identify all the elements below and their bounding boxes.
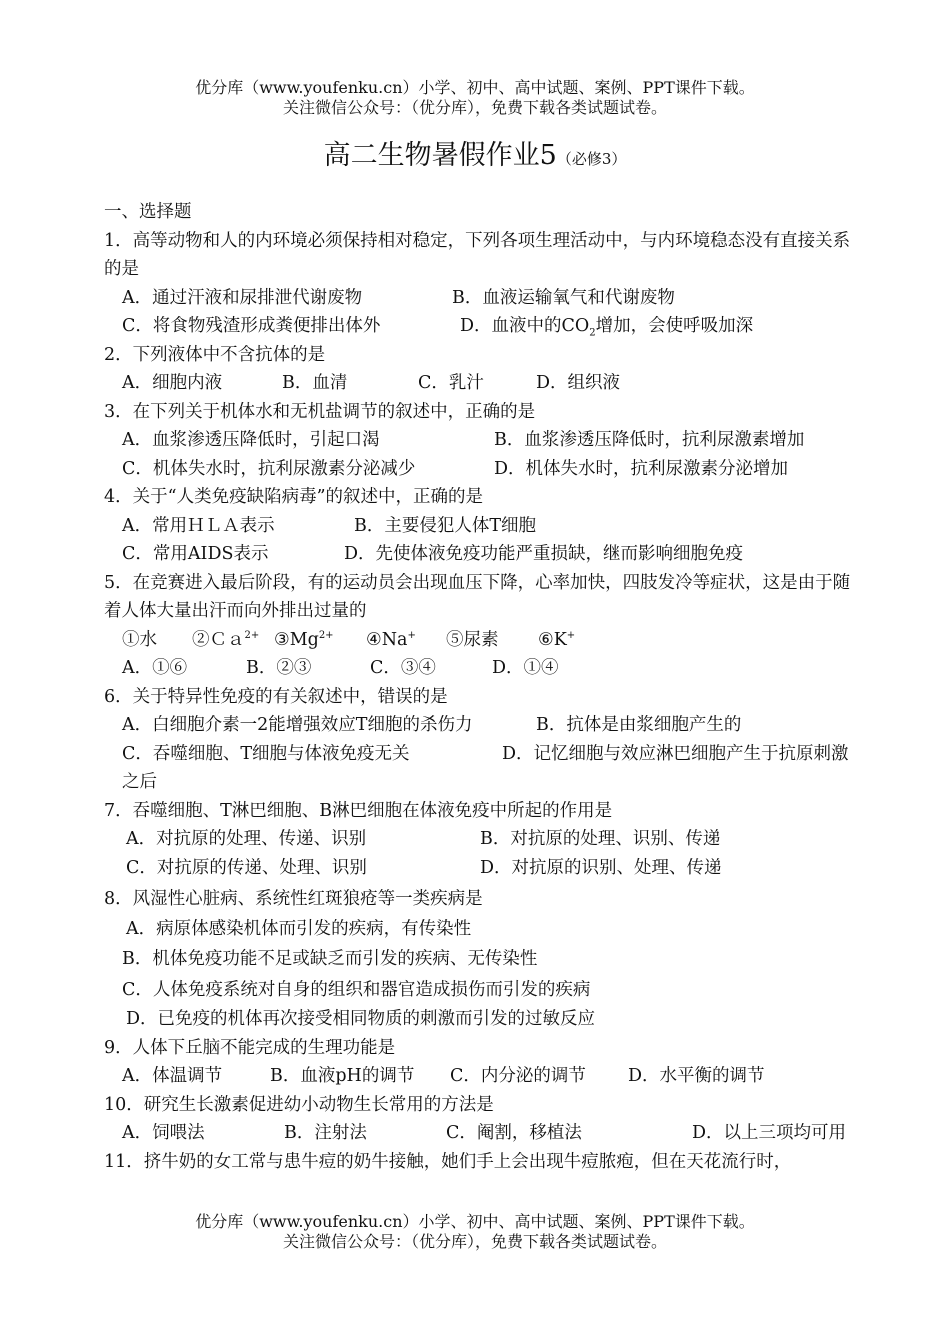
question-5-options: [104, 654, 856, 683]
item-5: ⑤尿素: [446, 629, 499, 650]
question-10-stem: 10．研究生长激素促进幼小动物生长常用的方法是: [104, 1094, 494, 1115]
item-4-charge: +: [407, 629, 416, 641]
option-b: B．血浆渗透压降低时，抗利尿激素增加: [494, 430, 805, 450]
item-2-text: ②Ｃａ: [192, 629, 245, 650]
option-a: A．饲喂法: [122, 1123, 205, 1143]
question-7-stem: 7．吞噬细胞、T淋巴细胞、B淋巴细胞在体液免疫中所起的作用是: [104, 800, 613, 821]
option-d: D．对抗原的识别、处理、传递: [480, 857, 722, 878]
option-c: C．乳汁: [418, 373, 484, 393]
option-d: D．以上三项均可用: [692, 1123, 847, 1143]
section-heading: 一、选择题: [104, 202, 192, 222]
title-sub: （必修3）: [556, 150, 627, 168]
item-3-text: ③Mg: [274, 629, 319, 650]
option-b: B．②③: [246, 658, 312, 678]
question-10-options: [104, 1119, 856, 1148]
question-3-options-row-2: [104, 455, 856, 484]
option-a: A．细胞内液: [122, 373, 223, 393]
question-5-stem: 5．在竞赛进入最后阶段，有的运动员会出现血压下降，心率加快，四肢发冷等症状，这是由于随着人体大量出汗而向外排出过量的: [104, 572, 851, 621]
option-d-text: D．血液中的CO: [460, 316, 590, 336]
option-b: B．血液运输氧气和代谢废物: [452, 287, 675, 308]
option-d: D．组织液: [536, 373, 621, 393]
question-list: [104, 198, 856, 1176]
option-d: D．①④: [492, 658, 559, 678]
option-c: C．③④: [370, 658, 436, 678]
option-b: B．血液pH的调节: [270, 1066, 415, 1086]
option-c: C．阉割，移植法: [446, 1123, 582, 1143]
question-6-stem: 6．关于特异性免疫的有关叙述中，错误的是: [104, 686, 448, 707]
header-line-2: 关注微信公众号：（优分库），免费下载各类试题试卷。: [282, 98, 667, 117]
question-2-options: [104, 369, 856, 398]
item-6: [538, 626, 575, 655]
option-c: C．将食物残渣形成粪便排出体外: [122, 316, 381, 336]
question-4-options-row-1: [104, 512, 856, 541]
option-a: A．白细胞介素一2能增强效应T细胞的杀伤力: [122, 715, 473, 735]
option-d: D．水平衡的调节: [628, 1066, 765, 1086]
question-7-options-row-1: [104, 825, 856, 854]
option-a: A．通过汗液和尿排泄代谢废物: [122, 287, 363, 308]
option-c: C．吞噬细胞、T细胞与体液免疫无关: [122, 743, 410, 764]
question-6-options-row-2: [104, 740, 856, 797]
option-d: D．先使体液免疫功能严重损缺，继而影响细胞免疫: [344, 544, 744, 564]
item-2-charge: 2+: [244, 629, 260, 641]
title-main: 高二生物暑假作业5: [323, 140, 557, 171]
item-2: [192, 626, 274, 655]
footer-line-2: 关注微信公众号：（优分库），免费下载各类试题试卷。: [282, 1232, 667, 1251]
option-a: A．血浆渗透压降低时，引起口渴: [122, 430, 380, 450]
question-8-option-b: B．机体免疫功能不足或缺乏而引发的疾病、无传染性: [122, 949, 538, 969]
item-1: ①水: [122, 629, 157, 650]
question-1-options-row-2: [104, 312, 856, 341]
option-d: D．记忆细胞与效应淋巴细胞产生于抗原刺激之后: [122, 743, 849, 792]
option-b: B．血清: [282, 373, 348, 393]
option-b: B．抗体是由浆细胞产生的: [536, 715, 742, 735]
question-3-options-row-1: [104, 426, 856, 455]
question-9-options: [104, 1062, 856, 1091]
question-1-stem: 1．高等动物和人的内环境必须保持相对稳定，下列各项生理活动中，与内环境稳态没有直接关系的是: [104, 230, 851, 279]
option-d: D．机体失水时，抗利尿激素分泌增加: [494, 458, 789, 479]
option-c: C．对抗原的传递、处理、识别: [126, 857, 367, 878]
item-6-text: ⑥K: [538, 629, 567, 650]
question-1-options-row-1: [104, 284, 856, 313]
co2-subscript: 2: [589, 327, 596, 339]
option-d: [460, 312, 753, 341]
page-title: [0, 140, 950, 175]
option-b: B．主要侵犯人体T细胞: [354, 515, 537, 536]
question-4-options-row-2: [104, 540, 856, 569]
option-c: C．常用AIDS表示: [122, 544, 269, 564]
option-b: B．注射法: [284, 1123, 367, 1143]
question-6-options-row-1: [104, 711, 856, 740]
option-c: C．内分泌的调节: [450, 1066, 586, 1086]
question-3-stem: 3．在下列关于机体水和无机盐调节的叙述中，正确的是: [104, 401, 536, 422]
header-top: [0, 78, 950, 118]
option-c: C．机体失水时，抗利尿激素分泌减少: [122, 458, 416, 479]
question-8-option-d: D．已免疫的机体再次接受相同物质的刺激而引发的过敏反应: [126, 1009, 596, 1029]
question-4-stem: 4．关于“人类免疫缺陷病毒”的叙述中，正确的是: [104, 487, 484, 507]
option-a: A．对抗原的处理、传递、识别: [126, 829, 367, 849]
question-11-stem: 11．挤牛奶的女工常与患牛痘的奶牛接触，她们手上会出现牛痘脓疱，但在天花流行时，: [104, 1151, 792, 1172]
question-5-items: [104, 626, 856, 655]
footer: [0, 1212, 950, 1252]
item-3: [274, 626, 366, 655]
question-8-option-c: C．人体免疫系统对自身的组织和器官造成损伤而引发的疾病: [122, 979, 591, 1000]
header-line-1: 优分库（www.youfenku.cn）小学、初中、高中试题、案例、PPT课件下载。: [195, 78, 755, 97]
question-8-stem: 8．风湿性心脏病、系统性红斑狼疮等一类疾病是: [104, 889, 483, 909]
question-8-option-a: A．病原体感染机体而引发的疾病，有传染性: [126, 918, 472, 939]
question-2-stem: 2．下列液体中不含抗体的是: [104, 344, 326, 365]
item-4-text: ④Na: [366, 629, 408, 650]
item-4: [366, 626, 446, 655]
option-a: A．常用ＨＬＡ表示: [122, 515, 275, 536]
question-7-options-row-2: [104, 854, 856, 883]
option-b: B．对抗原的处理、识别、传递: [480, 829, 721, 849]
option-a: A．①⑥: [122, 658, 188, 678]
question-9-stem: 9．人体下丘脑不能完成的生理功能是: [104, 1037, 396, 1058]
option-a: A．体温调节: [122, 1066, 223, 1086]
item-3-charge: 2+: [318, 629, 334, 641]
footer-line-1: 优分库（www.youfenku.cn）小学、初中、高中试题、案例、PPT课件下载。: [195, 1212, 755, 1231]
option-d-text-end: 增加，会使呼吸加深: [595, 316, 754, 336]
item-6-charge: +: [566, 629, 576, 641]
